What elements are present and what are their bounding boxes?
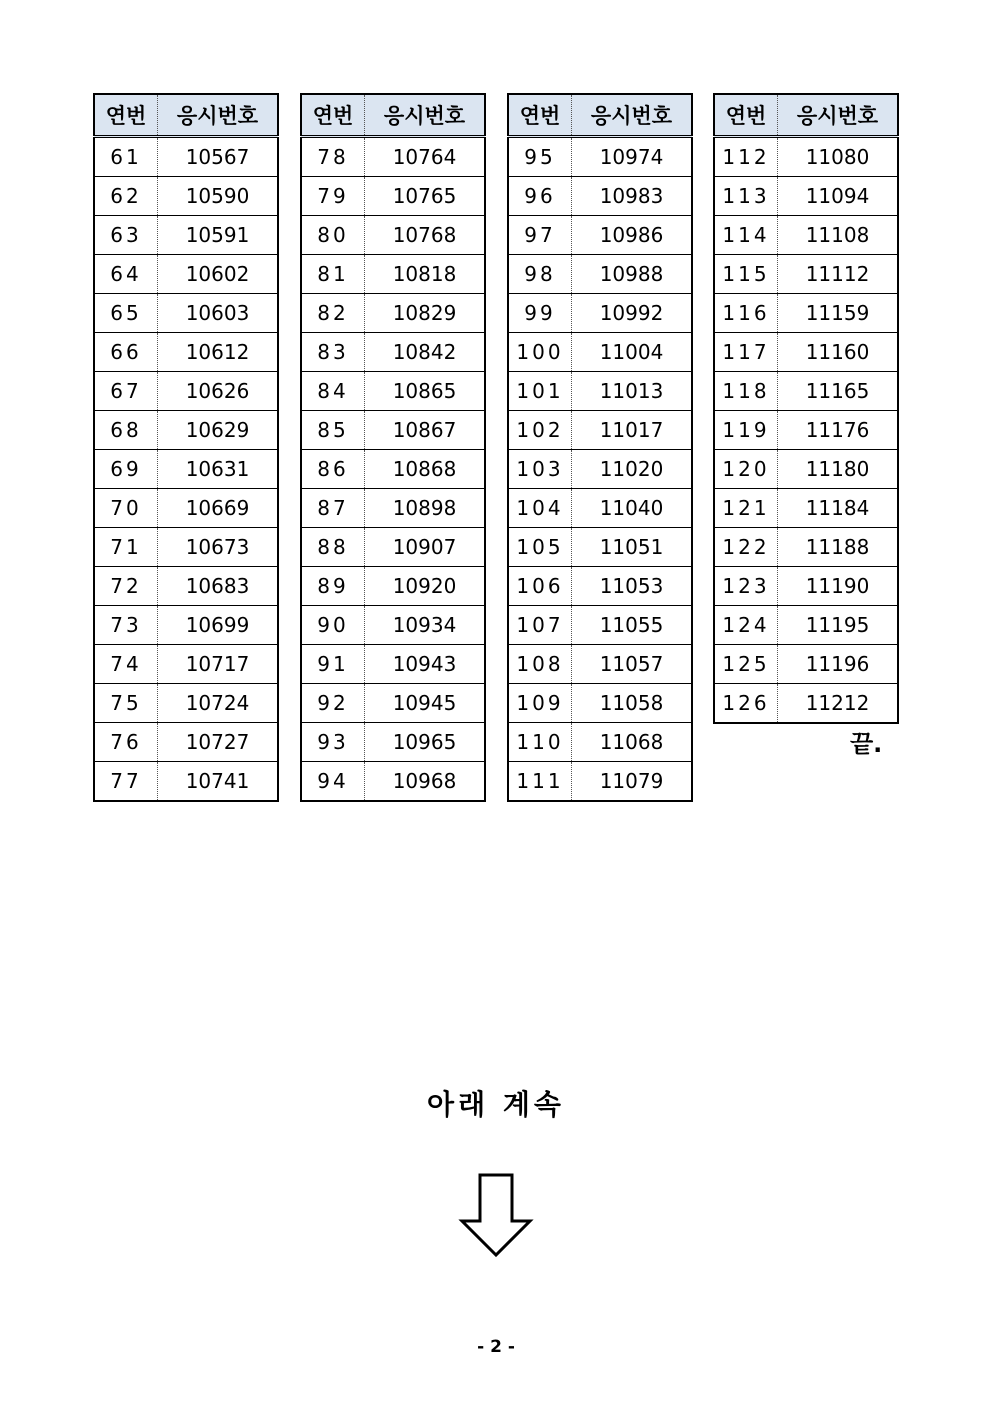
table-row (94, 723, 278, 762)
table-row (301, 372, 485, 411)
applicant-number-cell: 11160 (778, 333, 899, 372)
serial-number-cell: 107 (508, 606, 572, 645)
roster-table (300, 93, 486, 802)
serial-number-cell: 105 (508, 528, 572, 567)
table-row (508, 528, 692, 567)
page-number: - 2 - (477, 1337, 515, 1357)
table-row (94, 762, 278, 802)
table-row (301, 216, 485, 255)
serial-number-cell: 89 (301, 567, 365, 606)
applicant-number-cell: 11057 (572, 645, 693, 684)
serial-number-cell: 64 (94, 255, 158, 294)
table-row (508, 606, 692, 645)
serial-number-cell: 84 (301, 372, 365, 411)
table-row (301, 684, 485, 723)
table-row (508, 411, 692, 450)
applicant-number-cell: 11068 (572, 723, 693, 762)
table-row (714, 177, 898, 216)
serial-number-cell: 119 (714, 411, 778, 450)
end-mark: 끝. (850, 730, 883, 758)
applicant-number-cell: 11040 (572, 489, 693, 528)
serial-number-cell: 122 (714, 528, 778, 567)
table-row (508, 137, 692, 177)
header-applicant-number: 응시번호 (778, 94, 899, 137)
serial-number-cell: 111 (508, 762, 572, 802)
table-row (714, 567, 898, 606)
table-row (94, 137, 278, 177)
applicant-number-cell: 10669 (158, 489, 279, 528)
serial-number-cell: 83 (301, 333, 365, 372)
table-row (508, 177, 692, 216)
serial-number-cell: 63 (94, 216, 158, 255)
header-serial-number: 연번 (508, 94, 572, 137)
applicant-number-cell: 11055 (572, 606, 693, 645)
serial-number-cell: 71 (94, 528, 158, 567)
table-row (508, 762, 692, 802)
applicant-number-cell: 10631 (158, 450, 279, 489)
table-row (94, 528, 278, 567)
serial-number-cell: 109 (508, 684, 572, 723)
serial-number-cell: 69 (94, 450, 158, 489)
serial-number-cell: 94 (301, 762, 365, 802)
table-row (301, 450, 485, 489)
table-row (94, 372, 278, 411)
applicant-number-cell: 10765 (365, 177, 486, 216)
applicant-number-cell: 10727 (158, 723, 279, 762)
serial-number-cell: 108 (508, 645, 572, 684)
serial-number-cell: 101 (508, 372, 572, 411)
applicant-number-cell: 10992 (572, 294, 693, 333)
serial-number-cell: 123 (714, 567, 778, 606)
header-row (714, 94, 898, 137)
serial-number-cell: 110 (508, 723, 572, 762)
serial-number-cell: 78 (301, 137, 365, 177)
table-row (301, 294, 485, 333)
serial-number-cell: 77 (94, 762, 158, 802)
header-applicant-number: 응시번호 (158, 94, 279, 137)
applicant-number-cell: 11188 (778, 528, 899, 567)
table-row (714, 528, 898, 567)
table-row (508, 450, 692, 489)
serial-number-cell: 121 (714, 489, 778, 528)
serial-number-cell: 79 (301, 177, 365, 216)
serial-number-cell: 117 (714, 333, 778, 372)
table-row (94, 606, 278, 645)
table-row (508, 645, 692, 684)
applicant-number-cell: 11020 (572, 450, 693, 489)
applicant-number-cell: 11112 (778, 255, 899, 294)
header-row (508, 94, 692, 137)
roster-table (713, 93, 899, 724)
serial-number-cell: 61 (94, 137, 158, 177)
applicant-number-cell: 11017 (572, 411, 693, 450)
table-row (301, 606, 485, 645)
table-row (94, 645, 278, 684)
table-row (94, 255, 278, 294)
applicant-number-cell: 11051 (572, 528, 693, 567)
applicant-number-cell: 10629 (158, 411, 279, 450)
applicant-number-cell: 11080 (778, 137, 899, 177)
serial-number-cell: 114 (714, 216, 778, 255)
applicant-number-cell: 11108 (778, 216, 899, 255)
applicant-number-cell: 10974 (572, 137, 693, 177)
serial-number-cell: 96 (508, 177, 572, 216)
roster-table-grid (507, 93, 693, 802)
table-row (94, 411, 278, 450)
applicant-number-cell: 11165 (778, 372, 899, 411)
serial-number-cell: 72 (94, 567, 158, 606)
header-serial-number: 연번 (301, 94, 365, 137)
table-row (714, 255, 898, 294)
serial-number-cell: 86 (301, 450, 365, 489)
applicant-number-cell: 10768 (365, 216, 486, 255)
serial-number-cell: 115 (714, 255, 778, 294)
applicant-number-cell: 11058 (572, 684, 693, 723)
serial-number-cell: 112 (714, 137, 778, 177)
serial-number-cell: 82 (301, 294, 365, 333)
table-row (714, 489, 898, 528)
serial-number-cell: 92 (301, 684, 365, 723)
applicant-number-cell: 10867 (365, 411, 486, 450)
serial-number-cell: 120 (714, 450, 778, 489)
table-row (301, 177, 485, 216)
table-row (714, 216, 898, 255)
serial-number-cell: 87 (301, 489, 365, 528)
table-row (301, 489, 485, 528)
serial-number-cell: 100 (508, 333, 572, 372)
table-row (714, 411, 898, 450)
continued-below-label: 아래 계속 (427, 1088, 565, 1121)
applicant-number-cell: 10567 (158, 137, 279, 177)
table-row (301, 255, 485, 294)
table-row (301, 528, 485, 567)
applicant-number-cell: 10968 (365, 762, 486, 802)
table-row (94, 333, 278, 372)
applicant-number-cell: 10699 (158, 606, 279, 645)
applicant-number-cell: 10986 (572, 216, 693, 255)
serial-number-cell: 88 (301, 528, 365, 567)
table-row (94, 684, 278, 723)
serial-number-cell: 65 (94, 294, 158, 333)
applicant-number-cell: 11053 (572, 567, 693, 606)
serial-number-cell: 102 (508, 411, 572, 450)
header-applicant-number: 응시번호 (365, 94, 486, 137)
applicant-number-cell: 11079 (572, 762, 693, 802)
serial-number-cell: 124 (714, 606, 778, 645)
header-serial-number: 연번 (714, 94, 778, 137)
applicant-number-cell: 10842 (365, 333, 486, 372)
serial-number-cell: 73 (94, 606, 158, 645)
serial-number-cell: 91 (301, 645, 365, 684)
serial-number-cell: 125 (714, 645, 778, 684)
serial-number-cell: 81 (301, 255, 365, 294)
applicant-number-cell: 11190 (778, 567, 899, 606)
table-row (94, 216, 278, 255)
serial-number-cell: 113 (714, 177, 778, 216)
applicant-number-cell: 10907 (365, 528, 486, 567)
applicant-number-cell: 10818 (365, 255, 486, 294)
applicant-number-cell: 10983 (572, 177, 693, 216)
serial-number-cell: 97 (508, 216, 572, 255)
table-row (714, 645, 898, 684)
applicant-number-cell: 11184 (778, 489, 899, 528)
applicant-number-cell: 10603 (158, 294, 279, 333)
serial-number-cell: 85 (301, 411, 365, 450)
table-row (508, 294, 692, 333)
table-row (714, 606, 898, 645)
table-row (714, 333, 898, 372)
applicant-number-cell: 11212 (778, 684, 899, 724)
table-row (714, 372, 898, 411)
applicant-number-cell: 10764 (365, 137, 486, 177)
table-row (94, 294, 278, 333)
applicant-number-cell: 10741 (158, 762, 279, 802)
table-row (301, 333, 485, 372)
applicant-number-cell: 10683 (158, 567, 279, 606)
table-row (301, 411, 485, 450)
table-row (508, 372, 692, 411)
serial-number-cell: 118 (714, 372, 778, 411)
table-row (508, 216, 692, 255)
applicant-number-cell: 11159 (778, 294, 899, 333)
header-row (301, 94, 485, 137)
applicant-number-cell: 10602 (158, 255, 279, 294)
serial-number-cell: 90 (301, 606, 365, 645)
table-row (94, 177, 278, 216)
table-row (714, 450, 898, 489)
applicant-number-cell: 11195 (778, 606, 899, 645)
table-row (301, 567, 485, 606)
applicant-number-cell: 10898 (365, 489, 486, 528)
table-row (508, 333, 692, 372)
table-row (508, 684, 692, 723)
roster-table-grid (713, 93, 899, 724)
applicant-number-cell: 10965 (365, 723, 486, 762)
serial-number-cell: 62 (94, 177, 158, 216)
header-applicant-number: 응시번호 (572, 94, 693, 137)
table-row (508, 567, 692, 606)
applicant-number-cell: 10945 (365, 684, 486, 723)
applicant-number-cell: 11004 (572, 333, 693, 372)
table-row (94, 450, 278, 489)
down-arrow-icon (458, 1173, 534, 1263)
table-row (508, 255, 692, 294)
serial-number-cell: 116 (714, 294, 778, 333)
serial-number-cell: 98 (508, 255, 572, 294)
applicant-number-cell: 10626 (158, 372, 279, 411)
header-serial-number: 연번 (94, 94, 158, 137)
applicant-number-cell: 10612 (158, 333, 279, 372)
serial-number-cell: 80 (301, 216, 365, 255)
serial-number-cell: 99 (508, 294, 572, 333)
applicant-number-cell: 10920 (365, 567, 486, 606)
table-row (714, 137, 898, 177)
applicant-number-cell: 10673 (158, 528, 279, 567)
applicant-number-cell: 10717 (158, 645, 279, 684)
applicant-number-cell: 11013 (572, 372, 693, 411)
applicant-number-cell: 10724 (158, 684, 279, 723)
table-row (714, 294, 898, 333)
table-row (714, 684, 898, 724)
serial-number-cell: 93 (301, 723, 365, 762)
serial-number-cell: 67 (94, 372, 158, 411)
applicant-number-cell: 10829 (365, 294, 486, 333)
applicant-number-cell: 10943 (365, 645, 486, 684)
roster-table (93, 93, 279, 802)
applicant-number-cell: 10590 (158, 177, 279, 216)
table-row (301, 723, 485, 762)
applicant-number-cell: 10934 (365, 606, 486, 645)
table-row (94, 567, 278, 606)
serial-number-cell: 103 (508, 450, 572, 489)
table-row (508, 723, 692, 762)
applicant-number-cell: 10865 (365, 372, 486, 411)
serial-number-cell: 68 (94, 411, 158, 450)
applicant-number-cell: 10988 (572, 255, 693, 294)
applicant-number-cell: 11176 (778, 411, 899, 450)
serial-number-cell: 126 (714, 684, 778, 724)
roster-table (507, 93, 693, 802)
applicant-number-cell: 10591 (158, 216, 279, 255)
serial-number-cell: 66 (94, 333, 158, 372)
roster-table-grid (300, 93, 486, 802)
serial-number-cell: 74 (94, 645, 158, 684)
serial-number-cell: 104 (508, 489, 572, 528)
table-row (94, 489, 278, 528)
table-row (301, 645, 485, 684)
serial-number-cell: 70 (94, 489, 158, 528)
applicant-number-cell: 11180 (778, 450, 899, 489)
roster-table-grid (93, 93, 279, 802)
table-row (508, 489, 692, 528)
serial-number-cell: 75 (94, 684, 158, 723)
applicant-number-cell: 11094 (778, 177, 899, 216)
serial-number-cell: 106 (508, 567, 572, 606)
header-row (94, 94, 278, 137)
table-row (301, 137, 485, 177)
applicant-number-cell: 11196 (778, 645, 899, 684)
applicant-number-cell: 10868 (365, 450, 486, 489)
serial-number-cell: 76 (94, 723, 158, 762)
table-row (301, 762, 485, 802)
serial-number-cell: 95 (508, 137, 572, 177)
